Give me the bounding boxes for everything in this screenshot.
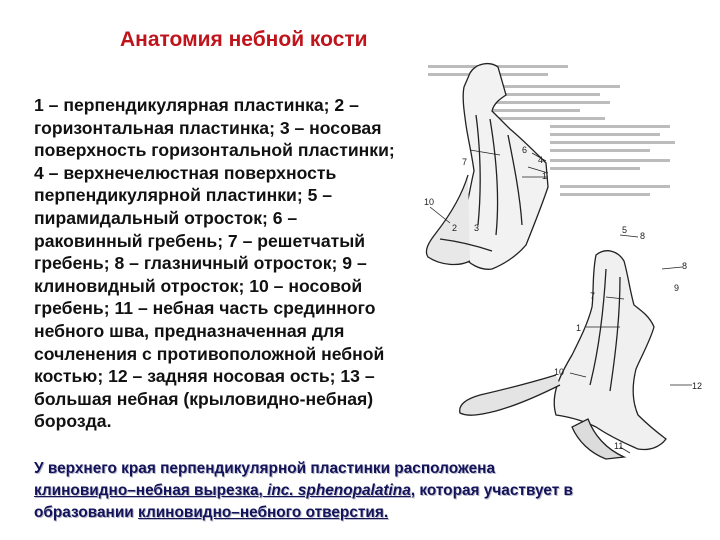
label-2-top: 2 <box>452 223 458 233</box>
note-part: У верхнего края перпендикулярной пластинки расположена <box>34 460 496 477</box>
legend-line: клиновидный отросток; 10 – носовой <box>34 275 363 296</box>
label-12-bottom: 12 <box>692 381 703 391</box>
footnote-text <box>34 458 694 524</box>
legend-line: 1 – перпендикулярная пластинка; 2 – <box>34 95 359 115</box>
legend-line: поверхность горизонтальной пластинки; <box>34 140 395 161</box>
label-1-top: 1 <box>542 171 548 181</box>
bone-drawing <box>410 55 710 460</box>
term-sphenopalatine-foramen: клиновидно–небного отверстия. <box>138 504 389 521</box>
legend-line: небного шва, предназначенная для <box>34 320 345 341</box>
label-1-bottom: 1 <box>576 323 582 333</box>
legend-line: 4 – верхнечелюстная поверхность <box>34 162 337 183</box>
note-part: , которая участвует в <box>410 482 574 499</box>
legend-text <box>34 94 444 433</box>
legend-line: пирамидальный отросток; 6 – <box>34 207 298 228</box>
legend-line: костью; 12 – задняя носовая ость; 13 – <box>34 366 375 387</box>
label-10-bottom: 10 <box>554 367 565 377</box>
label-7-top: 7 <box>462 157 468 167</box>
label-6-top: 6 <box>522 145 528 155</box>
label-7-bottom: 7 <box>590 291 596 301</box>
legend-line: гребень; 11 – небная часть срединного <box>34 298 376 319</box>
term-sphenopalatine-notch: клиновидно–небная вырезка, <box>34 482 263 499</box>
label-8-top: 8 <box>640 231 646 241</box>
legend-line: перпендикулярной пластинки; 5 – <box>34 185 333 206</box>
slide-title: Анатомия небной кости <box>120 28 368 51</box>
palatine-bone-illustration <box>410 55 710 460</box>
legend-line: горизонтальная пластинка; 3 – носовая <box>34 117 382 138</box>
label-5-top: 5 <box>622 225 628 235</box>
label-11-bottom: 11 <box>614 441 624 451</box>
label-10-top: 10 <box>424 197 435 207</box>
legend-line: раковинный гребень; 7 – решетчатый <box>34 230 366 251</box>
latin-term: inc. sphenopalatina <box>262 482 411 499</box>
lower-bone-view <box>460 251 666 459</box>
legend-line: гребень; 8 – глазничный отросток; 9 – <box>34 253 367 274</box>
label-3-top: 3 <box>474 223 480 233</box>
legend-line: сочленения с противоположной небной <box>34 343 385 364</box>
note-part: образовании <box>34 504 139 521</box>
legend-line: большая небная (крыловидно-небная) <box>34 388 374 409</box>
label-8-bottom: 8 <box>682 261 688 271</box>
label-9-bottom: 9 <box>674 283 680 293</box>
label-4-top: 4 <box>538 155 544 165</box>
legend-line: борозда. <box>34 411 112 432</box>
